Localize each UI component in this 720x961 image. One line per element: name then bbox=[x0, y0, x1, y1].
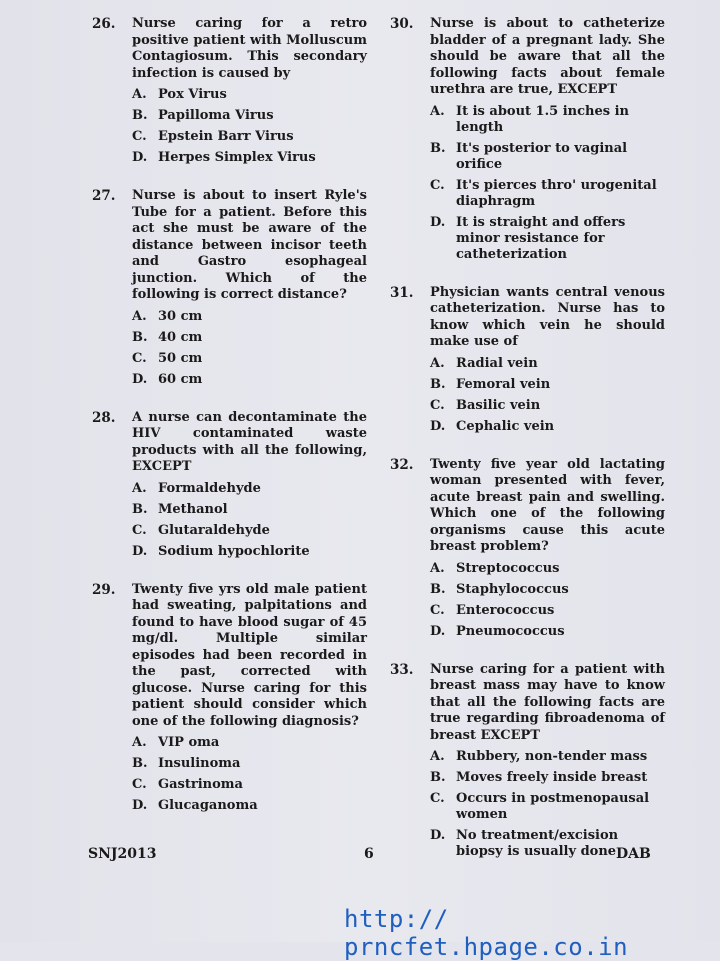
option-letter: B. bbox=[132, 501, 148, 517]
option-letter: D. bbox=[430, 418, 446, 434]
option-letter: D. bbox=[430, 828, 446, 843]
answer-option-a[interactable] bbox=[132, 309, 367, 325]
option-text: It is about 1.5 inches in length bbox=[456, 103, 629, 135]
answer-option-c[interactable] bbox=[132, 351, 367, 367]
answer-option-b[interactable] bbox=[132, 756, 367, 772]
option-letter: A. bbox=[132, 87, 147, 102]
option-letter: C. bbox=[430, 397, 445, 413]
question-26 bbox=[92, 16, 367, 166]
answer-option-c[interactable] bbox=[430, 178, 665, 210]
option-text: VIP oma bbox=[158, 735, 220, 750]
option-text: Papilloma Virus bbox=[158, 108, 274, 123]
option-text: No treatment/excision biopsy is usually done bbox=[456, 828, 619, 859]
answer-option-d[interactable] bbox=[430, 624, 665, 640]
option-text: It's pierces thro' urogenital diaphragm bbox=[456, 177, 657, 209]
answer-option-c[interactable] bbox=[430, 398, 665, 414]
option-letter: B. bbox=[132, 756, 148, 771]
option-letter: D. bbox=[430, 214, 446, 230]
answer-option-b[interactable] bbox=[430, 770, 665, 786]
option-text: 30 cm bbox=[158, 308, 203, 324]
option-text: Radial vein bbox=[456, 355, 538, 371]
option-text: Glutaraldehyde bbox=[158, 522, 270, 538]
option-letter: C. bbox=[430, 791, 445, 806]
answer-option-b[interactable] bbox=[132, 502, 367, 518]
option-text: 50 cm bbox=[158, 350, 203, 366]
option-letter: A. bbox=[430, 749, 445, 764]
option-text: Epstein Barr Virus bbox=[158, 129, 294, 144]
option-text: Basilic vein bbox=[456, 397, 541, 413]
question-number: 26. bbox=[92, 16, 116, 32]
option-text: Formaldehyde bbox=[158, 480, 261, 496]
option-text: Pox Virus bbox=[158, 87, 227, 102]
question-number: 31. bbox=[390, 284, 414, 301]
question-number: 29. bbox=[92, 581, 116, 598]
option-letter: A. bbox=[430, 560, 445, 576]
question-28 bbox=[92, 410, 367, 560]
question-stem: Nurse is about to insert Ryle's Tube for a patient. Before this act she must be aware of the distance between incisor teeth and Gastro esophageal junction. Which of the following is correct distance? bbox=[132, 188, 367, 302]
option-letter: B. bbox=[430, 140, 446, 156]
option-text: Rubbery, non-tender mass bbox=[456, 749, 648, 764]
question-33 bbox=[390, 662, 665, 861]
answer-option-a[interactable] bbox=[430, 356, 665, 372]
question-stem: Twenty five yrs old male patient had sweating, palpitations and found to have blood sugar of 45 mg/dl. Multiple similar episodes had been recorded in the past, corrected with glucose. Nurse caring for this patient should consider which one of the following diagnosis? bbox=[132, 581, 367, 729]
answer-option-b[interactable] bbox=[132, 108, 367, 124]
answer-option-a[interactable] bbox=[132, 735, 367, 751]
option-text: Enterococcus bbox=[456, 602, 555, 618]
question-stem: Nurse is about to catheterize bladder of a pregnant lady. She should be aware that all the following facts about female urethra are true, EXCEPT bbox=[430, 16, 665, 97]
option-text: Sodium hypochlorite bbox=[158, 543, 310, 559]
question-31 bbox=[390, 285, 665, 435]
option-text: It is straight and offers minor resistance for catheterization bbox=[456, 214, 626, 262]
option-letter: C. bbox=[132, 129, 147, 144]
option-text: Streptococcus bbox=[456, 560, 560, 576]
option-letter: D. bbox=[132, 543, 148, 559]
option-letter: B. bbox=[430, 770, 446, 785]
option-letter: B. bbox=[430, 581, 446, 597]
answer-option-a[interactable] bbox=[430, 561, 665, 577]
question-stem: Nurse caring for a patient with breast mass may have to know that all the following facts are true regarding fibroadenoma of breast EXCEPT bbox=[430, 661, 665, 743]
question-29 bbox=[92, 582, 367, 815]
answer-option-a[interactable] bbox=[132, 481, 367, 497]
option-text: Cephalic vein bbox=[456, 418, 555, 434]
option-letter: A. bbox=[132, 480, 147, 496]
option-letter: C. bbox=[132, 350, 147, 366]
option-text: Methanol bbox=[158, 501, 228, 517]
answer-option-a[interactable] bbox=[430, 104, 665, 136]
option-text: Femoral vein bbox=[456, 376, 551, 392]
option-text: Glucaganoma bbox=[158, 798, 258, 813]
option-letter: A. bbox=[132, 308, 147, 324]
option-text: 40 cm bbox=[158, 329, 203, 345]
option-letter: C. bbox=[430, 602, 445, 618]
question-stem: Physician wants central venous catheterization. Nurse has to know which vein he should make use of bbox=[430, 284, 665, 349]
option-letter: B. bbox=[430, 376, 446, 392]
question-27 bbox=[92, 188, 367, 388]
question-number: 33. bbox=[390, 661, 414, 678]
question-number: 28. bbox=[92, 409, 116, 426]
option-letter: B. bbox=[132, 108, 148, 123]
answer-option-b[interactable] bbox=[430, 582, 665, 598]
option-text: Moves freely inside breast bbox=[456, 770, 648, 785]
right-column bbox=[390, 16, 665, 872]
option-letter: D. bbox=[132, 150, 148, 165]
answer-option-a[interactable] bbox=[430, 749, 665, 765]
answer-option-d[interactable] bbox=[132, 544, 367, 560]
answer-option-d[interactable] bbox=[132, 798, 367, 814]
question-32 bbox=[390, 457, 665, 640]
question-30 bbox=[390, 16, 665, 263]
watermark-url[interactable]: http:// prncfet.hpage.co.in bbox=[344, 905, 629, 961]
answer-option-b[interactable] bbox=[430, 141, 665, 173]
answer-option-d[interactable] bbox=[430, 215, 665, 263]
option-letter: A. bbox=[430, 355, 445, 371]
option-text: Staphylococcus bbox=[456, 581, 569, 597]
answer-option-c[interactable] bbox=[430, 791, 665, 823]
answer-option-d[interactable] bbox=[132, 372, 367, 388]
option-letter: C. bbox=[430, 177, 445, 193]
option-letter: A. bbox=[132, 735, 147, 750]
answer-option-c[interactable] bbox=[132, 777, 367, 793]
answer-option-c[interactable] bbox=[132, 523, 367, 539]
question-number: 30. bbox=[390, 16, 414, 32]
answer-option-a[interactable] bbox=[132, 87, 367, 103]
option-text: Gastrinoma bbox=[158, 777, 243, 792]
answer-option-b[interactable] bbox=[430, 377, 665, 393]
option-text: It's posterior to vaginal orifice bbox=[456, 140, 628, 172]
option-letter: C. bbox=[132, 777, 147, 792]
option-letter: C. bbox=[132, 522, 147, 538]
option-text: Herpes Simplex Virus bbox=[158, 150, 316, 165]
question-stem: Twenty five year old lactating woman presented with fever, acute breast pain and swelling. Which one of the following organisms cause this acute breast problem? bbox=[430, 456, 665, 554]
page-number: 6 bbox=[364, 846, 374, 862]
answer-option-b[interactable] bbox=[132, 330, 367, 346]
answer-option-c[interactable] bbox=[132, 129, 367, 145]
question-stem: A nurse can decontaminate the HIV contaminated waste products with all the following, EXCEPT bbox=[132, 409, 367, 474]
answer-option-d[interactable] bbox=[430, 419, 665, 435]
option-text: 60 cm bbox=[158, 371, 203, 387]
option-letter: D. bbox=[132, 371, 148, 387]
question-number: 32. bbox=[390, 456, 414, 473]
option-letter: D. bbox=[430, 623, 446, 639]
option-letter: B. bbox=[132, 329, 148, 345]
option-letter: A. bbox=[430, 103, 445, 119]
option-text: Pneumococcus bbox=[456, 623, 565, 639]
question-stem: Nurse caring for a retro positive patient with Molluscum Contagiosum. This secondary infection is caused by bbox=[132, 16, 367, 81]
answer-option-d[interactable] bbox=[132, 150, 367, 166]
option-text: Insulinoma bbox=[158, 756, 241, 771]
question-number: 27. bbox=[92, 188, 116, 204]
paper-code: SNJ2013 bbox=[88, 846, 157, 862]
option-text: Occurs in postmenopausal women bbox=[456, 791, 650, 822]
answer-option-c[interactable] bbox=[430, 603, 665, 619]
option-letter: D. bbox=[132, 798, 148, 813]
series-code: DAB bbox=[616, 846, 651, 862]
left-column bbox=[92, 16, 367, 826]
